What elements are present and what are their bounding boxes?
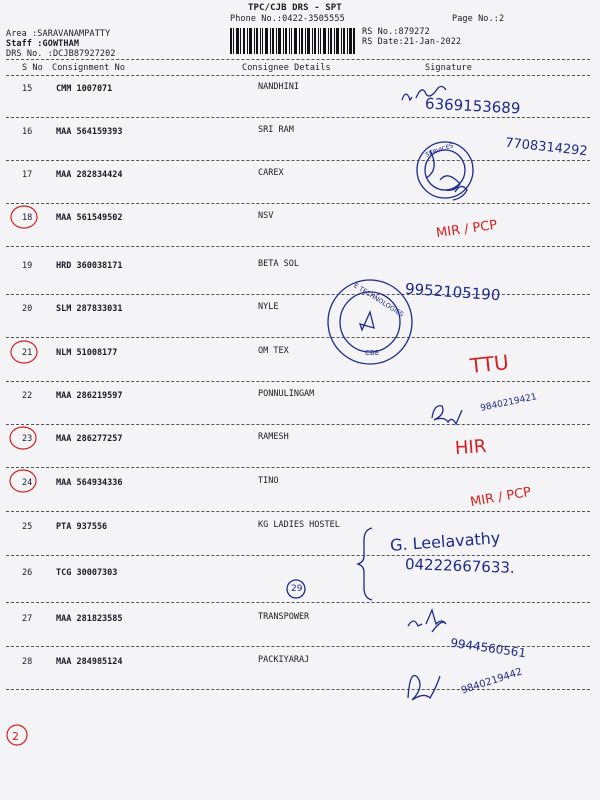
row-consignee: NYLE — [258, 302, 279, 312]
row-divider — [6, 381, 590, 382]
column-divider — [6, 75, 590, 76]
row-divider — [6, 511, 590, 512]
area-label: Area :SARAVANAMPATTY — [6, 29, 111, 39]
handwritten-phone: 7708314292 — [504, 135, 589, 160]
rs-number: RS No.:879272 — [362, 27, 430, 37]
stamp-text: E TECHNOLOGIES — [352, 281, 406, 319]
row-divider — [6, 294, 590, 295]
row-sno: 22 — [22, 391, 33, 401]
row-consignee: NSV — [258, 211, 274, 221]
row-divider — [6, 160, 590, 161]
row-sno: 21 — [22, 348, 33, 358]
signature-27 — [408, 610, 446, 632]
row-sno: 28 — [22, 657, 33, 667]
row-consignment: PTA 937556 — [56, 522, 108, 532]
header-divider — [6, 59, 590, 60]
handwritten-phone: 04222667633. — [404, 555, 516, 577]
brace-25-26 — [358, 528, 372, 600]
row-divider — [6, 337, 590, 338]
row-sno: 17 — [22, 170, 33, 180]
stamp-text: SERVICES — [424, 142, 455, 159]
handwritten-note: TTU — [468, 350, 510, 378]
row-consignment: MAA 284985124 — [56, 657, 123, 667]
handwritten-phone: 6369153689 — [424, 94, 521, 118]
row-sno: 25 — [22, 522, 33, 532]
handwritten-name: G. Leelavathy — [389, 528, 501, 555]
row-consignee: CAREX — [258, 168, 284, 178]
stamp-text: CBE — [365, 349, 380, 357]
col-sno-header: S No — [22, 63, 43, 73]
row-sno: 24 — [22, 478, 33, 488]
col-consignment-header: Consignment No — [52, 63, 126, 73]
handwritten-phone: 9840219442 — [459, 666, 524, 697]
handwritten-note: MIR / PCP — [435, 217, 499, 242]
handwritten-note: HIR — [454, 435, 488, 460]
branch-phone: Phone No.:0422-3505555 — [230, 14, 345, 24]
row-divider — [6, 467, 590, 468]
row-divider — [6, 602, 590, 603]
signature-28 — [408, 676, 440, 701]
staff-label: Staff :GOWTHAM — [6, 39, 80, 49]
row-consignee: PONNULINGAM — [258, 389, 315, 399]
row-consignment: MAA 561549502 — [56, 213, 123, 223]
sheet-title: TPC/CJB DRS - SPT — [248, 3, 342, 13]
row-consignee: BETA SOL — [258, 259, 299, 269]
row-consignment: MAA 282834424 — [56, 170, 123, 180]
row-sno: 20 — [22, 304, 33, 314]
row-consignment: TCG 30007303 — [56, 568, 118, 578]
row-consignment: SLM 287833031 — [56, 304, 123, 314]
row-consignment: MAA 286277257 — [56, 434, 123, 444]
row-consignee: PACKIYARAJ — [258, 655, 310, 665]
row-sno: 26 — [22, 568, 33, 578]
handwritten-phone: 9944560561 — [449, 635, 527, 661]
row-consignee: SRI RAM — [258, 125, 294, 135]
row-consignment: MAA 564934336 — [56, 478, 123, 488]
col-signature-header: Signature — [425, 63, 472, 73]
row-consignee: OM TEX — [258, 346, 289, 356]
row-consignment: HRD 360038171 — [56, 261, 123, 271]
row-consignee: RAMESH — [258, 432, 289, 442]
row-consignment: MAA 564159393 — [56, 127, 123, 137]
row-sno: 27 — [22, 614, 33, 624]
row-consignee: TINO — [258, 476, 279, 486]
rs-date: RS Date:21-Jan-2022 — [362, 37, 462, 47]
row-consignment: CMM 1007071 — [56, 84, 113, 94]
signature-22 — [432, 406, 462, 424]
row-divider — [6, 424, 590, 425]
row-consignee: NANDHINI — [258, 82, 299, 92]
page-number: Page No.:2 — [452, 14, 505, 24]
row-divider — [6, 117, 590, 118]
handwritten-count: 29 — [291, 584, 303, 594]
row-sno: 16 — [22, 127, 33, 137]
row-sno: 15 — [22, 84, 33, 94]
barcode — [230, 28, 355, 54]
col-consignee-header: Consignee Details — [242, 63, 331, 73]
row-consignment: MAA 281823585 — [56, 614, 123, 624]
row-divider — [6, 689, 590, 690]
row-sno: 23 — [22, 434, 33, 444]
row-divider — [6, 246, 590, 247]
row-sno: 19 — [22, 261, 33, 271]
row-consignee: TRANSPOWER — [258, 612, 310, 622]
row-divider — [6, 555, 590, 556]
row-consignee: KG LADIES HOSTEL — [258, 520, 340, 530]
page-mark: 2 — [12, 730, 19, 743]
handwritten-note: MIR / PCP — [469, 484, 533, 511]
row-sno: 18 — [22, 213, 33, 223]
row-consignment: NLM 51008177 — [56, 348, 118, 358]
handwritten-phone: 9952105190 — [404, 279, 501, 305]
row-divider — [6, 203, 590, 204]
handwritten-phone: 9840219421 — [479, 392, 538, 414]
row-consignment: MAA 286219597 — [56, 391, 123, 401]
drs-number: DRS No. :DCJB87927202 — [6, 49, 116, 59]
